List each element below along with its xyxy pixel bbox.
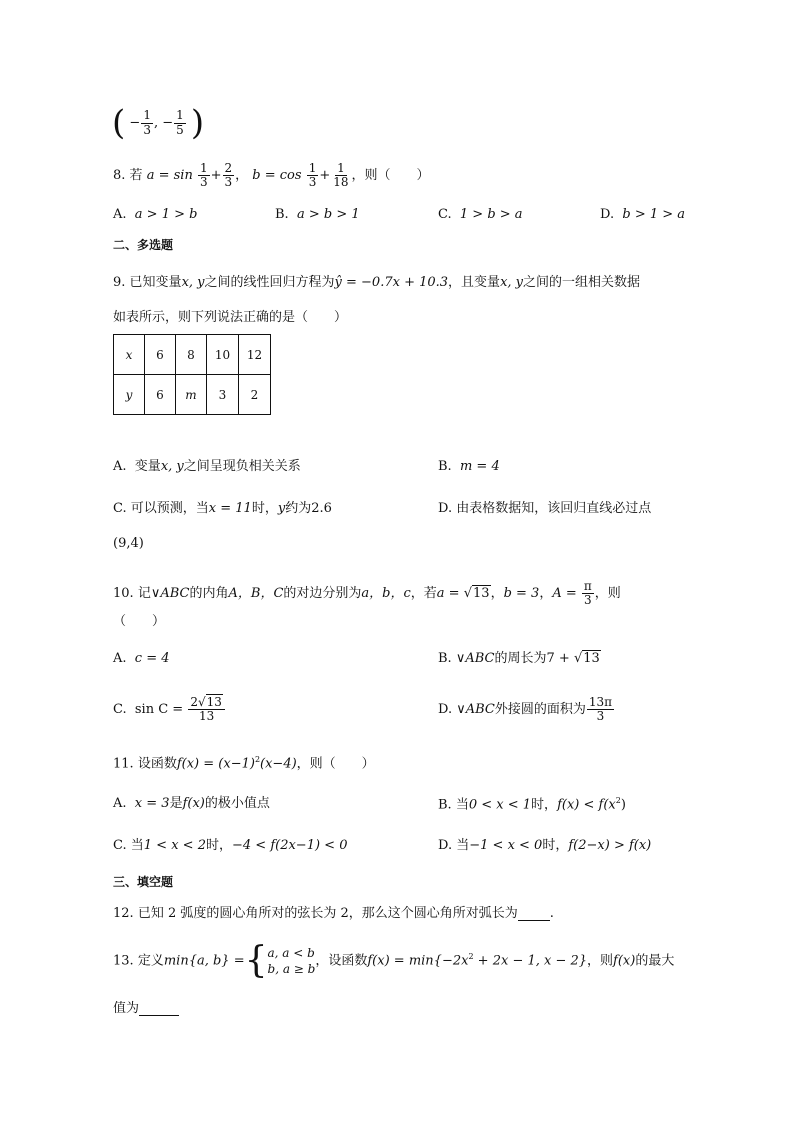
table-cell: 3 bbox=[207, 375, 239, 415]
table-cell: m bbox=[176, 375, 207, 415]
right-paren: ) bbox=[190, 103, 205, 143]
answer-blank[interactable] bbox=[518, 907, 550, 921]
left-brace: { bbox=[244, 940, 268, 981]
q9-option-d-point: (9,4) bbox=[113, 536, 144, 551]
table-cell: 10 bbox=[207, 335, 239, 375]
q8-option-a: A. a > 1 > b bbox=[113, 207, 198, 222]
table-cell: 2 bbox=[239, 375, 271, 415]
table-row bbox=[114, 375, 271, 415]
fraction: $\frac{1}{18}$ bbox=[333, 161, 349, 190]
fraction: $\frac{2}{3}$ bbox=[224, 161, 233, 190]
section-heading-multi-choice: 二、多选题 bbox=[113, 238, 174, 252]
q9-option-c: C. 可以预测，当x = 11时，y约为2.6 bbox=[113, 501, 332, 516]
question-10-line-1: 10. 记∨ABC的内角A，B，C的对边分别为a，b，c，若a = √13，b = 3，A = $\frac{\pi}{3}$ ，则 bbox=[113, 579, 621, 608]
section-heading-fill-in: 三、填空题 bbox=[113, 875, 174, 889]
fraction: $\frac{13\pi}{3}$ bbox=[588, 695, 613, 724]
question-number: 8. bbox=[113, 168, 126, 184]
table-cell: x bbox=[114, 335, 145, 375]
table-cell: 8 bbox=[176, 335, 207, 375]
question-number: 13. bbox=[113, 953, 134, 969]
q11-option-a: A. x = 3是f(x)的极小值点 bbox=[113, 796, 270, 811]
table-cell: 12 bbox=[239, 335, 271, 375]
q10-option-b: B. ∨ABC的周长为7 + √13 bbox=[438, 651, 600, 666]
table-cell: 6 bbox=[145, 375, 176, 415]
question-number: 9. bbox=[113, 275, 126, 290]
q10-option-d: D. ∨ABC外接圆的面积为 $\frac{13\pi}{3}$ bbox=[438, 695, 613, 724]
question-8: 8. 若 a = sin $\frac{1}{3}$ + $\frac{2}{3}$ ， b = cos $\frac{1}{3}$ + $\frac{1}{18}$ ，则（ ） bbox=[113, 161, 430, 190]
question-13-line-2: 值为 bbox=[113, 1002, 179, 1016]
question-13-line-1: 13. 定义min{a, b} ={ a, a < b b, a ≥ b ，设函数$f(x) = \min\{-2x^2 + 2x - 1$, x − 2}，则f(x)的最大 bbox=[113, 940, 675, 981]
q11-option-b: B. 当0 < x < 1时，$f(x) < f(x^2)$ bbox=[438, 796, 626, 813]
fraction: $\frac{\pi}{3}$ bbox=[583, 579, 592, 608]
question-number: 10. bbox=[113, 586, 134, 602]
interval-expression: ( − $\frac{1}{3}$ , − $\frac{1}{5}$ ) bbox=[112, 103, 205, 143]
fraction: $\frac{1}{5}$ bbox=[176, 108, 184, 137]
question-10-line-2: （ ） bbox=[113, 614, 166, 629]
table-cell: y bbox=[114, 375, 145, 415]
fraction: $\frac{1}{3}$ bbox=[199, 161, 208, 190]
q10-option-c: C. sin C = $\frac{2√13}{13}$ bbox=[113, 696, 226, 723]
q9-option-a: A. 变量x, y之间呈现负相关关系 bbox=[113, 459, 301, 474]
question-number: 12. bbox=[113, 906, 134, 921]
question-number: 11. bbox=[113, 756, 134, 772]
table-cell: 6 bbox=[145, 335, 176, 375]
question-12: 12. 已知 2 弧度的圆心角所对的弦长为 2，那么这个圆心角所对弧长为 . bbox=[113, 906, 554, 921]
q9-option-d: D. 由表格数据知，该回归直线必过点 bbox=[438, 501, 652, 516]
q11-option-d: D. 当−1 < x < 0时，f(2−x) > f(x) bbox=[438, 838, 652, 853]
q10-option-a: A. c = 4 bbox=[113, 651, 170, 666]
q8-option-c: C. 1 > b > a bbox=[438, 207, 523, 222]
regression-equation: ŷ = −0.7x + 10.3 bbox=[334, 275, 449, 290]
q11-option-c: C. 当1 < x < 2时，−4 < f(2x−1) < 0 bbox=[113, 838, 348, 853]
fraction: $\frac{2√13}{13}$ bbox=[188, 696, 225, 723]
question-9-line-2: 如表所示，则下列说法正确的是（ ） bbox=[113, 310, 348, 325]
piecewise-cases: a, a < b b, a ≥ b bbox=[267, 945, 316, 976]
answer-blank[interactable] bbox=[139, 1002, 179, 1016]
question-11: 11. 设函数$f(x) = (x-1)^2(x-4)$，则（ ） bbox=[113, 755, 375, 772]
data-table bbox=[113, 334, 271, 415]
fraction: $\frac{1}{3}$ bbox=[308, 161, 317, 190]
q9-option-b: B. m = 4 bbox=[438, 459, 500, 474]
q8-option-b: B. a > b > 1 bbox=[275, 207, 360, 222]
question-9-line-1: 9. 已知变量x, y之间的线性回归方程为ŷ = −0.7x + 10.3，且变量x, y之间的一组相关数据 bbox=[113, 275, 641, 290]
fraction: $\frac{1}{3}$ bbox=[143, 108, 151, 137]
q8-option-d: D. b > 1 > a bbox=[600, 207, 686, 222]
table-row bbox=[114, 335, 271, 375]
left-paren: ( bbox=[112, 103, 126, 143]
